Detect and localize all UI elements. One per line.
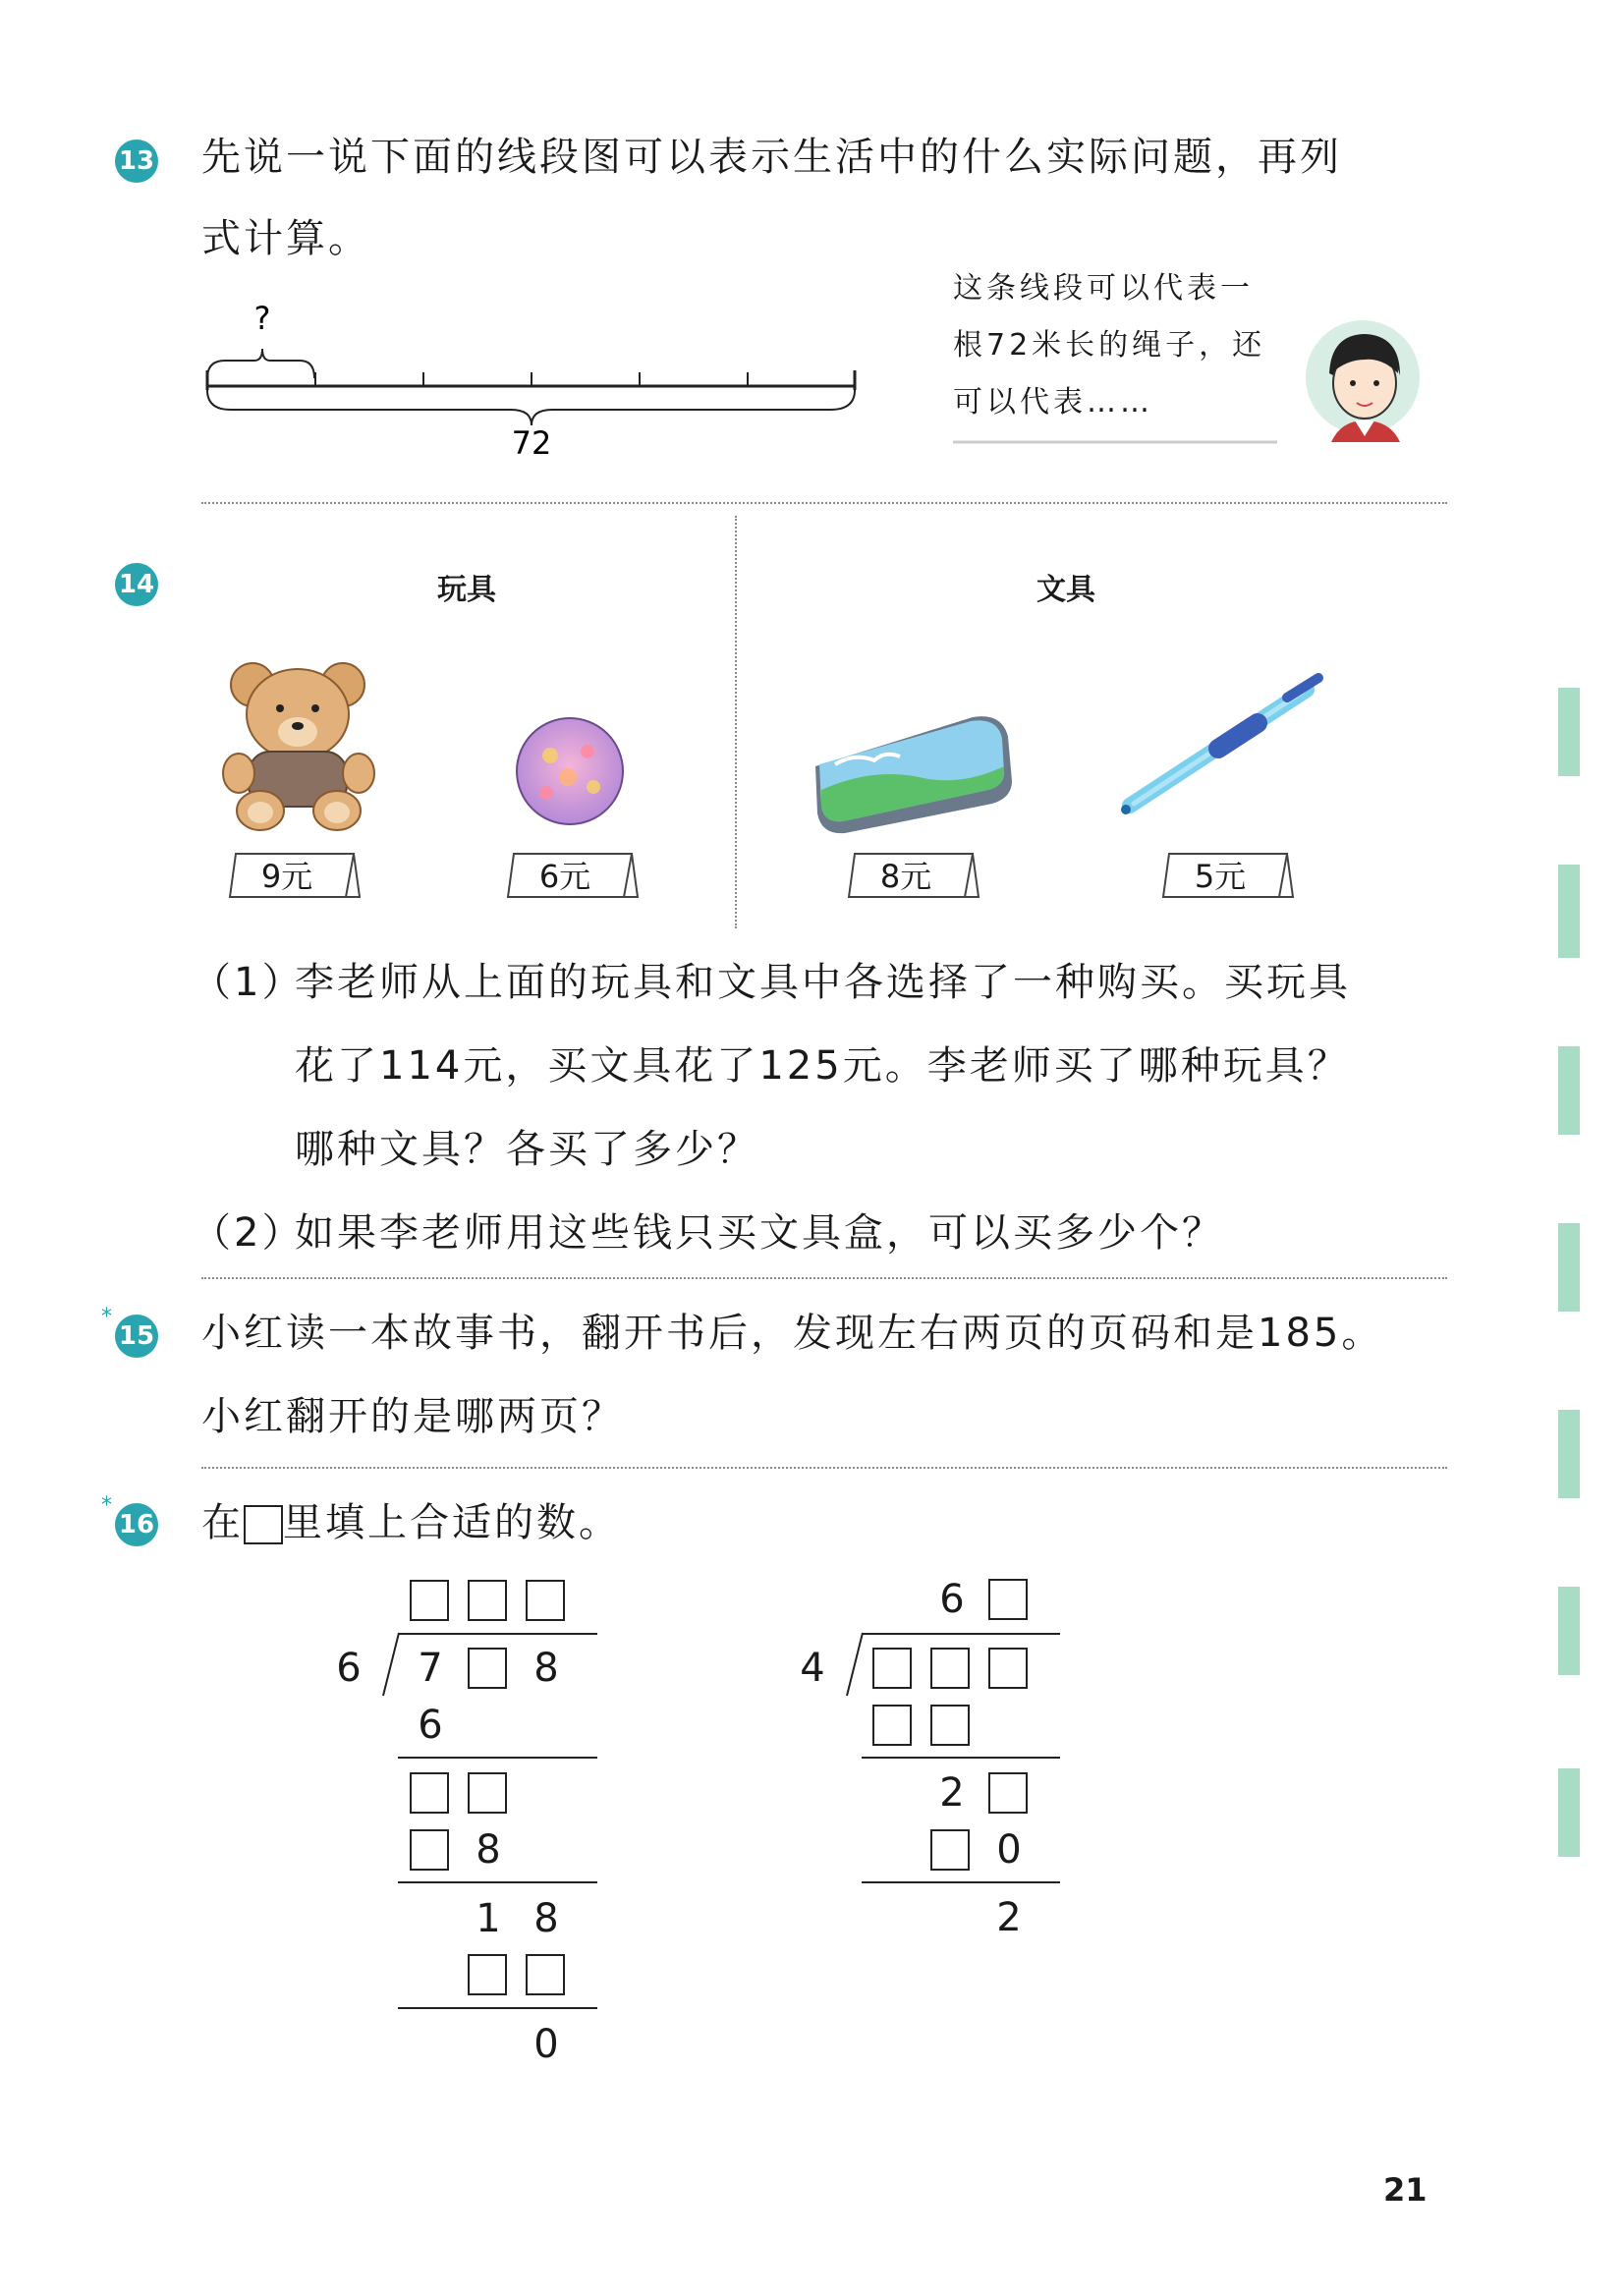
step-digit: 2 [939,1770,965,1816]
division-bar [398,1633,597,1635]
question-number: 14 [115,563,158,606]
pencil-box-icon [806,707,1022,840]
step-box[interactable] [872,1705,912,1746]
step-digit: 0 [996,1827,1022,1873]
line-segment-diagram [192,300,879,467]
division-bar [862,1633,1060,1635]
question-number: 15 [115,1315,158,1358]
division-bracket [845,1631,868,1698]
price-tag-pen: 5元 [1194,858,1247,895]
subtraction-line [398,2007,597,2009]
quotient-box[interactable] [410,1580,449,1621]
quotient-box[interactable] [468,1580,507,1621]
answer-box-sample [244,1505,283,1544]
step-digit: 1 [476,1896,501,1941]
question-mark-label: ? [253,300,271,337]
subquestion-text: 花了114元，买文具花了125元。李老师买了哪种玩具？ [295,1043,1350,1089]
step-box[interactable] [930,1705,970,1746]
stationery-category-label: 文具 [1036,573,1095,607]
side-tab [1558,688,1580,776]
child-avatar-icon [1302,314,1429,452]
teddy-bear-icon [221,653,378,835]
side-tab [1558,1046,1580,1135]
subtraction-line [398,1757,597,1759]
subtraction-line [398,1881,597,1883]
challenge-star: * [101,1305,112,1329]
column-divider [735,516,737,928]
quotient-box[interactable] [526,1580,565,1621]
step-digit: 8 [476,1827,501,1873]
step-box[interactable] [526,1954,565,1995]
pen-icon [1110,668,1336,825]
speech-bubble-text: 根72米长的绳子，还 [953,328,1266,363]
step-box[interactable] [410,1772,449,1814]
question-text: 式计算。 [201,216,370,261]
ball-icon [511,712,629,830]
subtraction-line [862,1757,1060,1759]
question-text-suffix: 里填上合适的数。 [283,1500,621,1545]
question-text: 小红读一本故事书，翻开书后，发现左右两页的页码和是185。 [201,1311,1384,1356]
dividend-box[interactable] [468,1648,507,1689]
subtraction-line [862,1881,1060,1883]
speech-bubble-tail [953,432,1297,452]
step-box[interactable] [468,1772,507,1814]
quotient-digit: 6 [939,1577,965,1622]
price-tag-teddy-bear: 9元 [260,858,313,895]
speech-bubble-text: 可以代表…… [953,385,1153,420]
side-tab [1558,865,1580,958]
subquestion-text: 哪种文具？各买了多少？ [295,1127,759,1172]
side-tab [1558,1410,1580,1498]
dividend-box[interactable] [930,1648,970,1689]
remainder-digit: 0 [533,2022,559,2067]
question-number: 16 [115,1503,158,1546]
question-text [201,1493,621,1552]
division-bracket [381,1631,405,1698]
section-separator [201,1277,1447,1279]
divisor-digit: 4 [800,1646,825,1691]
total-length-label: 72 [511,424,552,462]
price-tag-ball: 6元 [538,858,591,895]
question-text: 先说一说下面的线段图可以表示生活中的什么实际问题，再列 [201,135,1342,180]
step-box[interactable] [410,1829,449,1871]
subquestion-number: （2） [192,1210,305,1256]
side-tab [1558,1768,1580,1857]
section-separator [201,1467,1447,1469]
speech-bubble-text: 这条线段可以代表一 [953,271,1254,306]
subquestion-number: （1） [192,960,305,1005]
step-digit: 8 [533,1896,559,1941]
dividend-box[interactable] [872,1648,912,1689]
dividend-digit: 8 [533,1646,559,1691]
question-text: 小红翻开的是哪两页？ [201,1394,624,1439]
challenge-star: * [101,1493,112,1518]
step-box[interactable] [988,1772,1028,1814]
subquestion-text: 李老师从上面的玩具和文具中各选择了一种购买。买玩具 [295,960,1351,1005]
question-text-prefix: 在 [201,1500,244,1545]
step-box[interactable] [468,1954,507,1995]
question-number: 13 [115,140,158,183]
price-tag-pencil-box: 8元 [879,858,932,895]
remainder-digit: 2 [996,1895,1022,1940]
divisor-digit: 6 [336,1646,362,1691]
subquestion-text: 如果李老师用这些钱只买文具盒，可以买多少个？ [295,1210,1224,1256]
step-digit: 6 [418,1703,443,1748]
section-separator [201,502,1447,504]
side-tab [1558,1223,1580,1312]
side-tab [1558,1587,1580,1675]
quotient-box[interactable] [988,1579,1028,1620]
page-number: 21 [1383,2171,1428,2209]
dividend-box[interactable] [988,1648,1028,1689]
step-box[interactable] [930,1829,970,1871]
toys-category-label: 玩具 [437,573,496,607]
dividend-digit: 7 [418,1646,443,1691]
